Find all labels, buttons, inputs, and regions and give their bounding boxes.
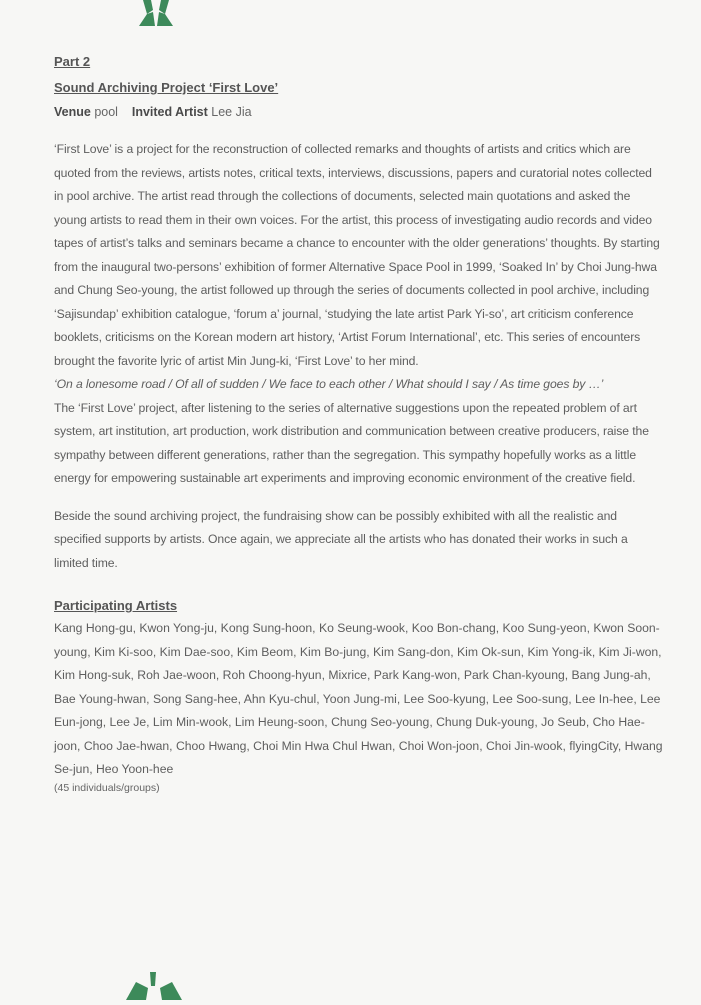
part-label: Part 2 bbox=[54, 54, 91, 69]
leaf-logo-icon bbox=[133, 0, 179, 33]
participating-artists-list: Kang Hong-gu, Kwon Yong-ju, Kong Sung-hoon, Ko Seung-wook, Koo Bon-chang, Koo Sung-yeon, Kwon Soon-young, Kim Ki-soo, Kim Dae-soo, Kim Beom, Kim Bo-jung, Kim Sang-don, Kim Ok-sun, Kim Yong-ik, Kim Ji-won, Kim Hong-suk, Roh Jae-woon, Roh Choong-hyun, Mixrice, Park Kang-won, Park Chan-kyoung, Bang Jung-ah, Bae Young-hwan, Song Sang-hee, Ahn Kyu-chul, Yoon Jung-mi, Lee Soo-kyung, Lee Soo-sung, Lee In-hee, Lee Eun-jong, Lee Je, Lim Min-wook, Lim Heung-soon, Chung Seo-young, Chung Duk-young, Jo Seub, Cho Hae-joon, Choo Jae-hwan, Choo Hwang, Choi Min Hwa Chul Hwan, Choi Won-joon, Choi Jin-wook, flyingCity, Hwang Se-jun, Heo Yoon-hee bbox=[54, 621, 663, 776]
invited-artist-label: Invited Artist bbox=[131, 105, 208, 119]
document-body bbox=[54, 53, 664, 796]
venue-label: Venue bbox=[54, 105, 91, 119]
leaf-logo-icon bbox=[124, 972, 184, 1005]
project-title: Sound Archiving Project ‘First Love’ bbox=[54, 80, 279, 95]
paragraph-lyric: ‘On a lonesome road / Of all of sudden / We face to each other / What should I say / As time goes by …’ bbox=[54, 377, 604, 391]
paragraph-project: The ‘First Love’ project, after listening to the series of alternative suggestions upon the repeated problem of art system, art institution, art production, work distribution and communication between creative producers, raise the sympathy between different generations, rather than the segregation. This sympathy hopefully works as a little energy for empowering sustainable art experiments and improving economic environment of the creative field. bbox=[54, 400, 649, 485]
project-meta bbox=[54, 103, 664, 121]
participating-count: (45 individuals/groups) bbox=[54, 781, 160, 794]
participating-artists-heading: Participating Artists bbox=[54, 598, 178, 613]
venue-value: pool bbox=[94, 105, 118, 119]
paragraph-intro: ‘First Love’ is a project for the reconstruction of collected remarks and thoughts of artists and critics which are quoted from the reviews, artists notes, critical texts, interviews, discussions, papers and curatorial notes collected in pool archive. The artist read through the collections of documents, selected main quotations and asked the young artists to read them in their own voices. For the artist, this process of investigating audio records and video tapes of artist’s talks and seminars became a chance to encounter with the older generations’ thoughts. By starting from the inaugural two-persons’ exhibition of former Alternative Space Pool in 1999, ‘Soaked In’ by Choi Jung-hwa and Chung Seo-young, the artist followed up through the series of documents collected in pool archive, including ‘Sajisundap’ exhibition catalogue, ‘forum a’ journal, ‘studying the late artist Park Yi-so’, art criticism conference booklets, criticisms on the Korean modern art history, ‘Artist Forum International’, etc. This series of encounters brought the favorite lyric of artist Min Jung-ki, ‘First Love’ to her mind. bbox=[54, 142, 660, 368]
paragraph-fundraising: Beside the sound archiving project, the fundraising show can be possibly exhibited with all the realistic and specified supports by artists. Once again, we appreciate all the artists who has donated their works in such a limited time. bbox=[54, 508, 628, 570]
invited-artist-value: Lee Jia bbox=[211, 105, 252, 119]
